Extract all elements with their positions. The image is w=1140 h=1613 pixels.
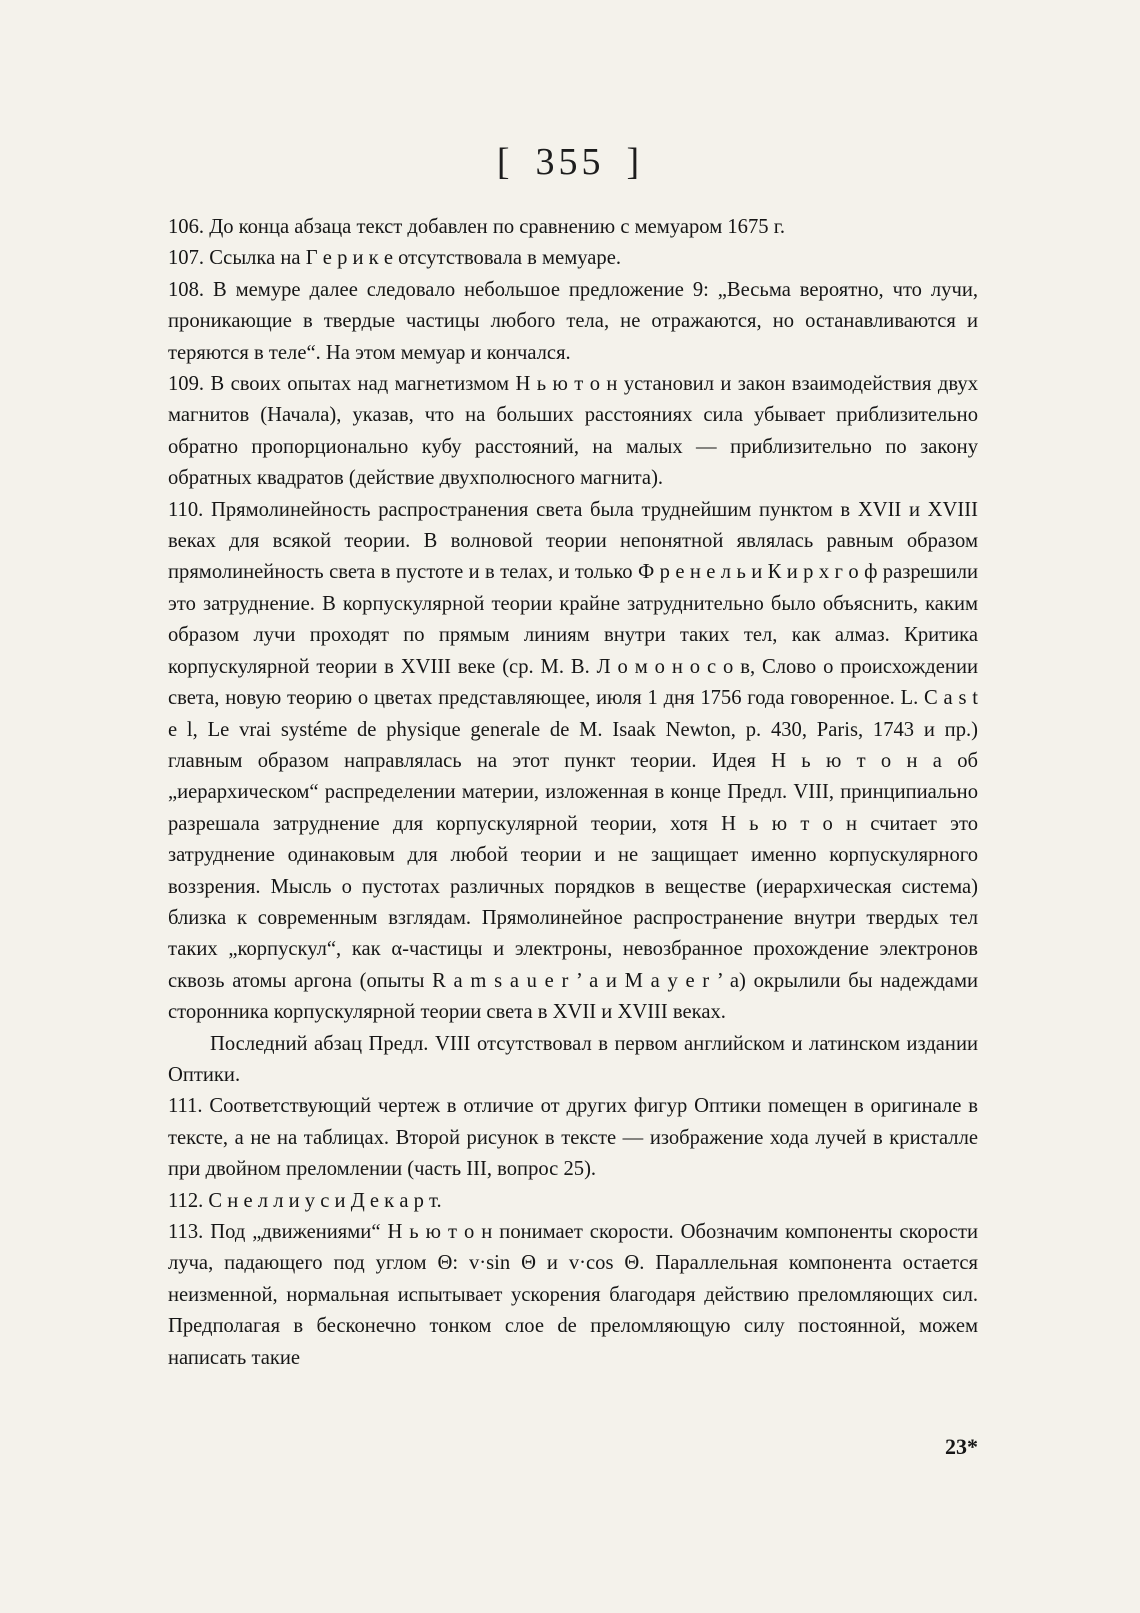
note-110-continuation: Последний абзац Предл. VIII отсутствовал в первом английском и латинском издании Оптики. <box>168 1032 978 1086</box>
note-109: 109. В своих опытах над магнетизмом Н ь ю т о н установил и закон взаимодействия двух магнитов (Начала), указав, что на больших расстояниях сила убывает приблизительно обратно пропорционально кубу расстояний, на малых — приблизительно по закону обратных квадратов (действие двухполюсного магнита). <box>168 373 978 490</box>
note-110: 110. Прямолинейность распространения света была труднейшим пунктом в XVII и XVIII веках для всякой теории. В волновой теории непонятной являлась равным образом прямолинейность света в пустоте и в телах, и только Ф р е н е л ь и К и р х г о ф разрешили это затруднение. В корпускулярной теории крайне затруднительно было объяснить, каким образом лучи проходят по прямым линиям внутри таких тел, как алмаз. Критика корпускулярной теории в XVIII веке (ср. М. В. Л о м о н о с о в, Слово о происхождении света, новую теорию о цветах представляющее, июля 1 дня 1756 года говоренное. L. C a s t e l, Le vrai systéme de physique generale de M. Isaak Newton, p. 430, Paris, 1743 и пр.) главным образом направлялась на этот пункт теории. Идея Н ь ю т о н а об „иерархическом“ распределении материи, изложенная в конце Предл. VIII, принципиально разрешала затруднение для корпускулярной теории, хотя Н ь ю т о н считает это затруднение одинаковым для любой теории и не защищает именно корпускулярного воззрения. Мысль о пустотах различных порядков в веществе (иерархическая система) близка к современным взглядам. Прямолинейное распространение внутри твердых тел таких „корпускул“, как α-частицы и электроны, невозбранное прохождение электронов сквозь атомы аргона (опыты R a m s a u e r ’ a и M a y e r ’ a) окрылили бы надеждами сторонника корпускулярной теории света в XVII и XVIII веках. <box>168 498 978 1024</box>
notes-body <box>168 212 978 1374</box>
bracket-open: [ <box>496 141 514 183</box>
note-113: 113. Под „движениями“ Н ь ю т о н понимает скорости. Обозначим компоненты скорости луча, падающего под углом Θ: v·sin Θ и v·cos Θ. Параллельная компонента остается неизменной, нормальная испытывает ускорения благодаря действию преломляющих сил. Предполагая в бесконечно тонком слое de преломляющую силу постоянной, можем написать такие <box>168 1221 978 1369</box>
note-107: 107. Ссылка на Г е р и к е отсутствовала в мемуаре. <box>168 247 622 270</box>
page-number-header <box>0 140 1140 184</box>
note-106: 106. До конца абзаца текст добавлен по сравнению с мемуаром 1675 г. <box>168 216 785 238</box>
bracket-close: ] <box>626 141 644 183</box>
page-number: 355 <box>535 141 605 183</box>
note-112: 112. С н е л л и у с и Д е к а р т. <box>168 1189 442 1212</box>
note-111: 111. Соответствующий чертеж в отличие от других фигур Оптики помещен в оригинале в тексте, а не на таблицах. Второй рисунок в тексте — изображение хода лучей в кристалле при двойном преломлении (часть III, вопрос 25). <box>168 1095 978 1181</box>
note-108: 108. В мемуре далее следовало небольшое предложение 9: „Весьма вероятно, что лучи, проникающие в твердые частицы любого тела, не отражаются, но останавливаются и теряются в теле“. На этом мемуар и кончался. <box>168 278 978 364</box>
signature-mark: 23* <box>945 1434 978 1459</box>
